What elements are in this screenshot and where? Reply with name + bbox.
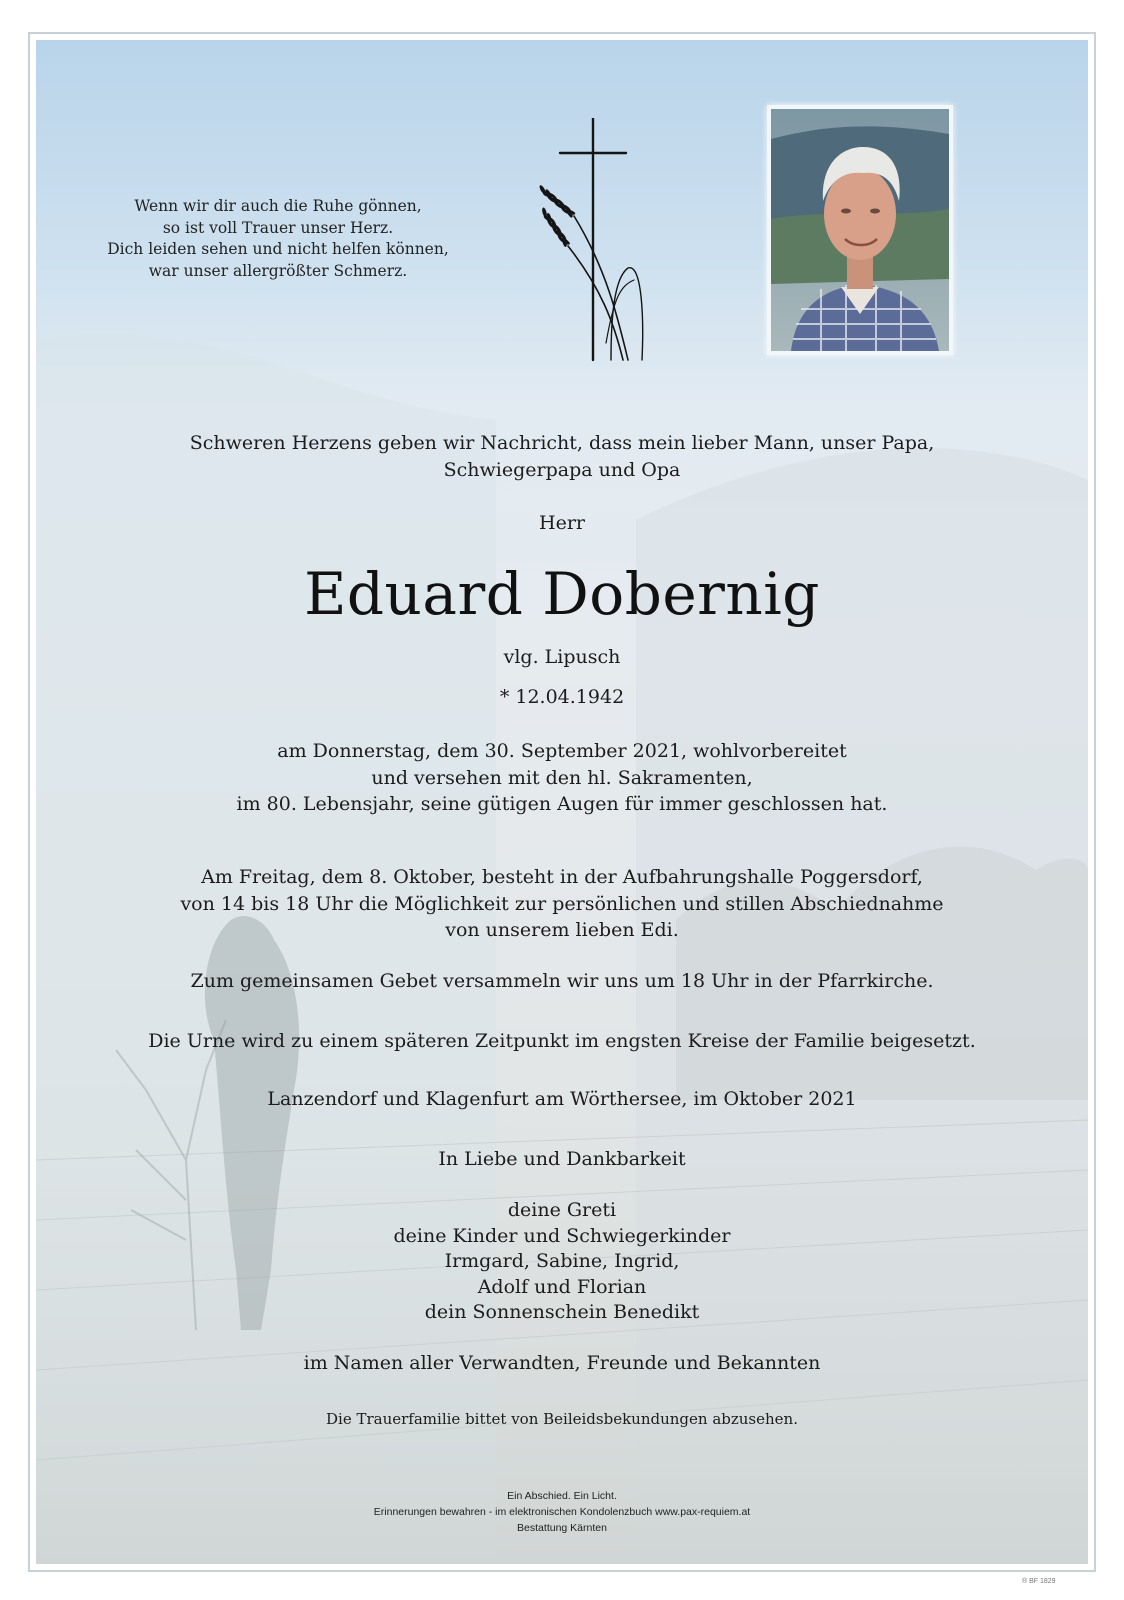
obituary-panel bbox=[36, 40, 1088, 1564]
verse-line: war unser allergrößter Schmerz. bbox=[148, 261, 408, 280]
place-date: Lanzendorf und Klagenfurt am Wörthersee, im Oktober 2021 bbox=[267, 1088, 857, 1110]
portrait-photo bbox=[767, 105, 953, 355]
mourner-line: deine Kinder und Schwiegerkinder bbox=[393, 1224, 731, 1247]
on-behalf-line: im Namen aller Verwandten, Freunde und Bekannten bbox=[303, 1352, 821, 1374]
mourner-line: Adolf und Florian bbox=[477, 1275, 647, 1298]
footer bbox=[36, 1488, 1088, 1536]
deceased-name: Eduard Dobernig bbox=[304, 560, 820, 628]
cross-with-wheat-icon bbox=[516, 118, 686, 368]
verse-line: Dich leiden sehen und nicht helfen können, bbox=[107, 240, 449, 258]
footer-line: Bestattung Kärnten bbox=[517, 1522, 607, 1534]
memorial-verse bbox=[98, 196, 458, 282]
footer-line: Ein Abschied. Ein Licht. bbox=[507, 1490, 617, 1502]
mourner-line: Irmgard, Sabine, Ingrid, bbox=[444, 1250, 680, 1272]
verse-line: so ist voll Trauer unser Herz. bbox=[162, 218, 394, 237]
wake-line: Am Freitag, dem 8. Oktober, besteht in der Aufbahrungshalle Poggersdorf, bbox=[201, 866, 923, 888]
intro-line: Schweren Herzens geben wir Nachricht, dass mein lieber Mann, unser Papa, bbox=[189, 432, 935, 454]
closing-words: In Liebe und Dankbarkeit bbox=[438, 1148, 686, 1170]
mourners-list bbox=[36, 1198, 1088, 1326]
death-line: und versehen mit den hl. Sakramenten, bbox=[371, 766, 753, 789]
wake-line: von 14 bis 18 Uhr die Möglichkeit zur persönlichen und stillen Abschiednahme bbox=[180, 892, 944, 915]
footer-line: Erinnerungen bewahren - im elektronischen Kondolenzbuch www.pax-requiem.at bbox=[373, 1506, 751, 1518]
condolence-request: Die Trauerfamilie bittet von Beileidsbekundungen abzusehen. bbox=[326, 1410, 798, 1428]
mourner-line: dein Sonnenschein Benedikt bbox=[424, 1301, 700, 1323]
death-notice bbox=[36, 738, 1088, 818]
verse-line: Wenn wir dir auch die Ruhe gönnen, bbox=[134, 197, 422, 215]
urn-notice: Die Urne wird zu einem späteren Zeitpunkt im engsten Kreise der Familie beigesetzt. bbox=[148, 1030, 976, 1052]
mourner-line: deine Greti bbox=[507, 1199, 617, 1221]
salutation: Herr bbox=[539, 512, 585, 534]
intro-text bbox=[36, 430, 1088, 484]
print-code: ® BF 1829 bbox=[1022, 1578, 1056, 1585]
prayer-notice: Zum gemeinsamen Gebet versammeln wir uns um 18 Uhr in der Pfarrkirche. bbox=[190, 970, 934, 992]
birth-date: * 12.04.1942 bbox=[499, 686, 625, 708]
death-line: am Donnerstag, dem 30. September 2021, wohlvorbereitet bbox=[277, 740, 847, 762]
intro-line: Schwiegerpapa und Opa bbox=[443, 459, 681, 481]
alias: vlg. Lipusch bbox=[503, 646, 621, 668]
wake-notice bbox=[36, 864, 1088, 944]
death-line: im 80. Lebensjahr, seine gütigen Augen für immer geschlossen hat. bbox=[236, 793, 888, 815]
wake-line: von unserem lieben Edi. bbox=[445, 919, 679, 941]
